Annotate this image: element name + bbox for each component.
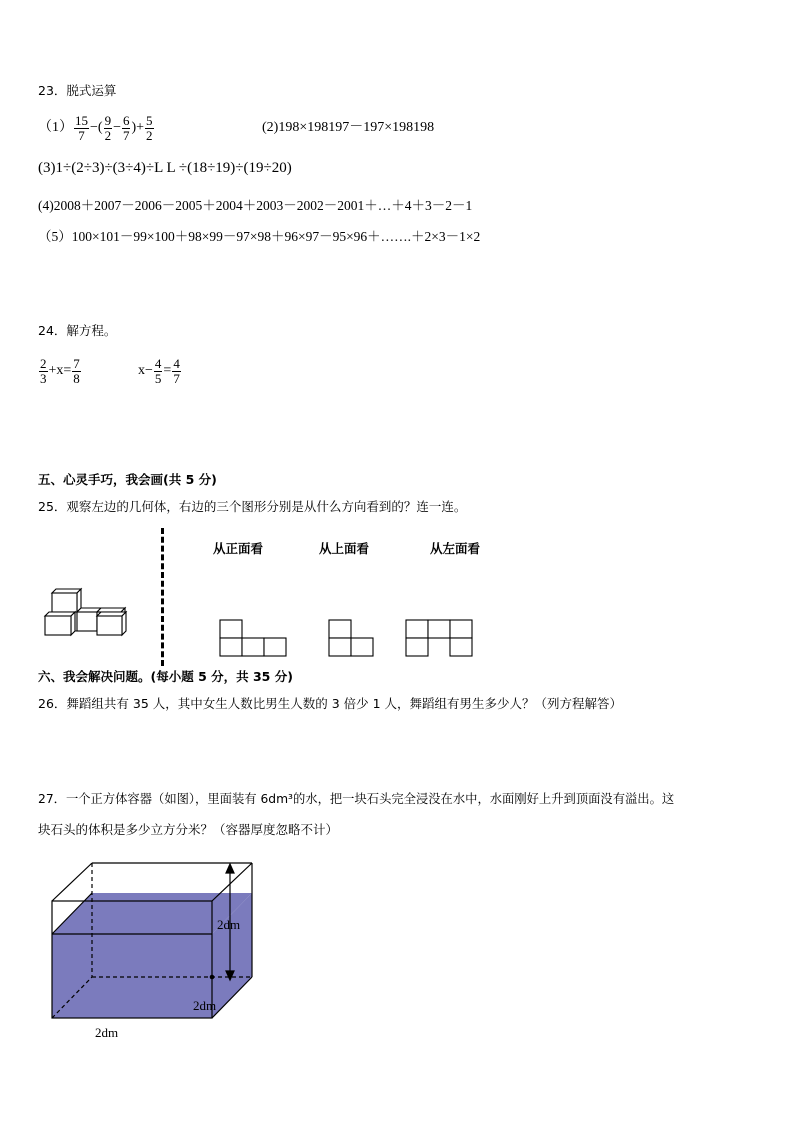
water-front bbox=[52, 934, 212, 1018]
fraction: $\frac{7}{8}$ bbox=[73, 356, 80, 386]
operator: +x= bbox=[48, 363, 72, 379]
q27-text-line2: 块石头的体积是多少立方分米？（容器厚度忽略不计） bbox=[38, 822, 339, 837]
q26-text: 26．舞蹈组共有 35 人，其中女生人数比男生人数的 3 倍少 1 人，舞蹈组有男生多少人？（列方程解答） bbox=[38, 696, 623, 711]
q23-part3: (3)1÷(2÷3)÷(3÷4)÷L L ÷(18÷19)÷(19÷20) bbox=[38, 160, 292, 176]
fraction: $\frac{6}{7}$ bbox=[122, 113, 130, 143]
view-shape-3 bbox=[405, 619, 475, 659]
q23-part1-label: （1） bbox=[38, 120, 73, 136]
fraction: $\frac{15}{7}$ bbox=[75, 113, 88, 143]
fraction: $\frac{2}{3}$ bbox=[40, 356, 47, 386]
q23-title: 23．脱式运算 bbox=[38, 83, 117, 98]
view-shape-1 bbox=[219, 619, 289, 659]
operator: = bbox=[163, 363, 172, 379]
view-shape-2 bbox=[328, 619, 376, 659]
view-label-top: 从上面看 bbox=[319, 541, 370, 556]
fraction: $\frac{5}{2}$ bbox=[146, 113, 153, 143]
q23-part4: (4)2008＋2007－2006－2005＋2004＋2003－2002－2001＋…＋4＋3－2－1 bbox=[38, 198, 473, 213]
operator: − bbox=[113, 120, 121, 136]
height-label: 2dm bbox=[217, 917, 241, 932]
operator: x− bbox=[138, 363, 153, 379]
section6-title: 六、我会解决问题。(每小题 5 分，共 35 分) bbox=[38, 669, 293, 684]
cube-container-figure bbox=[40, 855, 255, 1050]
depth-label: 2dm bbox=[193, 998, 217, 1013]
q23-part5: （5）100×101－99×100＋98×99－97×98＋96×97－95×96＋…….＋2×3－1×2 bbox=[38, 229, 481, 244]
dashed-divider bbox=[161, 528, 164, 666]
width-label: 2dm bbox=[95, 1025, 119, 1040]
fraction: $\frac{4}{5}$ bbox=[154, 356, 162, 386]
q24-title: 24．解方程。 bbox=[38, 323, 117, 338]
view-label-left: 从左面看 bbox=[430, 541, 481, 556]
q24-equation-1 bbox=[38, 357, 82, 385]
q25-text: 25．观察左边的几何体，右边的三个图形分别是从什么方向看到的？连一连。 bbox=[38, 499, 467, 514]
fraction: $\frac{9}{2}$ bbox=[104, 113, 112, 143]
q23-part2: (2)198×198197－197×198198 bbox=[262, 120, 435, 135]
q23-part1 bbox=[38, 114, 155, 142]
operator: )+ bbox=[131, 120, 145, 136]
section5-title: 五、心灵手巧，我会画(共 5 分) bbox=[38, 472, 217, 487]
q24-equation-2 bbox=[138, 357, 182, 385]
q27-text-line1: 27．一个正方体容器（如图），里面装有 6dm³的水，把一块石头完全浸没在水中，水面刚好上升到顶面没有溢出。这 bbox=[38, 792, 675, 806]
geometric-solid-figure bbox=[40, 585, 142, 645]
operator: −( bbox=[90, 120, 103, 136]
view-label-front: 从正面看 bbox=[213, 541, 264, 556]
fraction: $\frac{4}{7}$ bbox=[173, 356, 180, 386]
